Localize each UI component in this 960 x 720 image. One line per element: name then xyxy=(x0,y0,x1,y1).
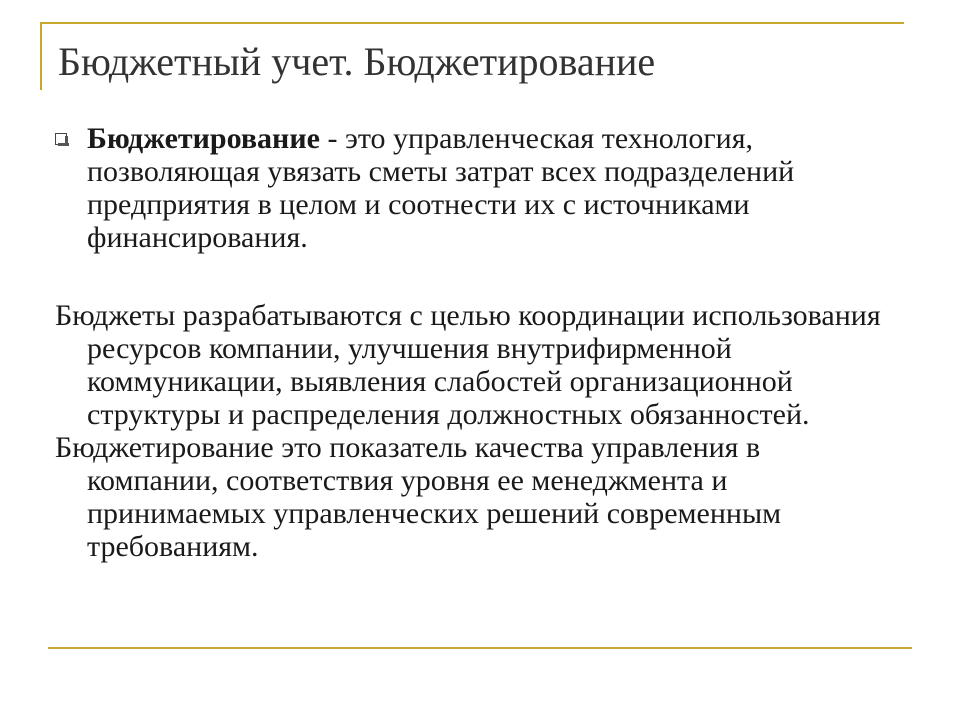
slide-body xyxy=(55,122,895,563)
bullet-definition: - это управленческая технология, позволяющая увязать сметы затрат всех подразделений предприятия в целом и соотнести их с источниками финансирования. xyxy=(87,122,795,254)
slide-title: Бюджетный учет. Бюджетирование xyxy=(58,39,656,84)
bullet-term: Бюджетирование xyxy=(87,122,320,155)
bottom-rule xyxy=(48,647,912,649)
side-rule xyxy=(40,22,42,90)
bullet-paragraph xyxy=(55,122,895,254)
square-bullet-icon xyxy=(55,133,67,145)
paragraph-budgets-purpose: Бюджеты разрабатываются с целью координации использования ресурсов компании, улучшения внутрифирменной коммуникации, выявления слабостей организационной структуры и распределения должностных обязанностей. xyxy=(55,299,881,431)
top-rule xyxy=(40,22,904,24)
paragraph-budgeting-indicator: Бюджетирование это показатель качества управления в компании, соответствия уровня ее менеджмента и принимаемых управленческих решений современным требованиям. xyxy=(55,431,782,563)
